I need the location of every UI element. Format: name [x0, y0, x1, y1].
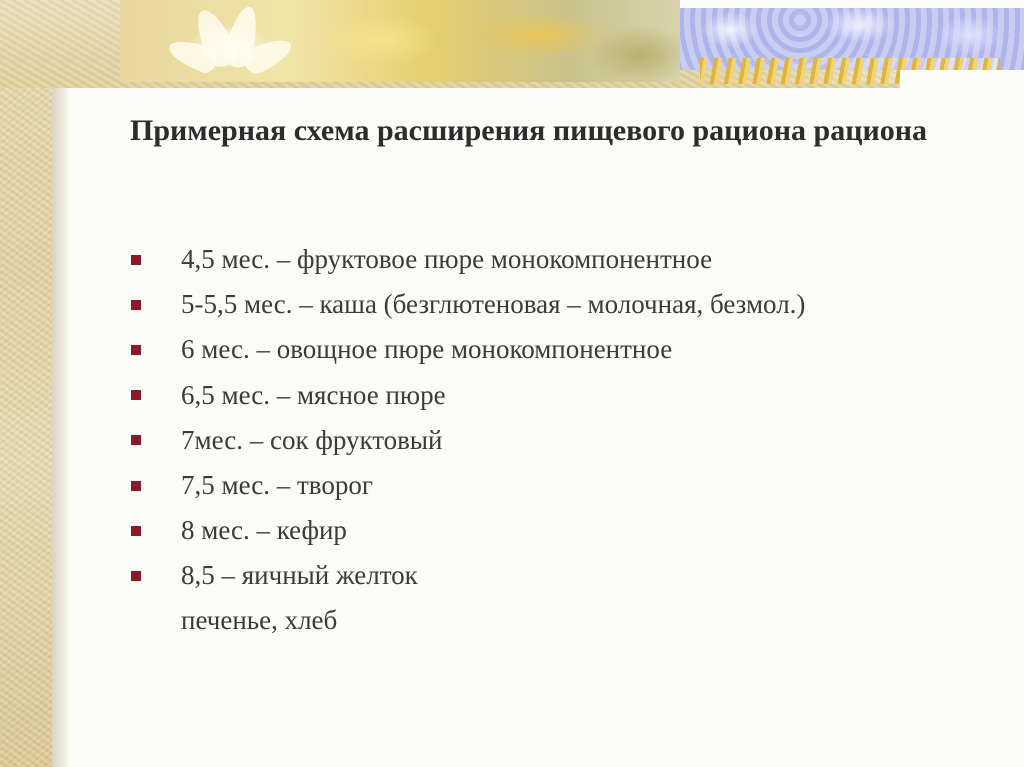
square-bullet-icon — [131, 345, 141, 355]
list-item-text: 7мес. – сок фруктовый — [181, 424, 443, 455]
list-item — [130, 553, 1010, 598]
list-item-text: 5-5,5 мес. – каша (безглютеновая – молочная, безмол.) — [181, 289, 806, 320]
square-bullet-icon — [131, 526, 141, 536]
square-bullet-icon — [131, 300, 141, 310]
list-item — [130, 373, 1010, 418]
list-item — [130, 418, 1010, 463]
banner-fade — [900, 70, 1024, 88]
list-item — [130, 237, 1010, 282]
list-item-text: 6,5 мес. – мясное пюре — [181, 379, 446, 410]
square-bullet-icon — [131, 481, 141, 491]
list-item-text: 6 мес. – овощное пюре монокомпонентное — [181, 334, 673, 365]
square-bullet-icon — [131, 571, 141, 581]
list-item — [130, 463, 1010, 508]
list-item-text: 8 мес. – кефир — [181, 515, 347, 546]
square-bullet-icon — [131, 255, 141, 265]
list-item — [130, 508, 1010, 553]
left-decorative-strip — [0, 0, 52, 767]
list-item-text: 4,5 мес. – фруктовое пюре монокомпонентное — [181, 244, 713, 275]
square-bullet-icon — [131, 390, 141, 400]
slide-title: Примерная схема расширения пищевого рациона рациона — [130, 114, 928, 147]
list-item-text: 8,5 – яичный желток — [181, 560, 418, 591]
square-bullet-icon — [131, 435, 141, 445]
page-sheet-shadow — [52, 85, 70, 767]
list-item-continuation: печенье, хлеб — [181, 605, 338, 635]
banner-top-edge — [680, 0, 1024, 8]
list-item — [130, 327, 1010, 372]
bullet-list — [130, 237, 1010, 599]
list-item-text: 7,5 мес. – творог — [181, 470, 373, 501]
header-decorative-banner — [0, 0, 1024, 88]
list-item — [130, 282, 1010, 327]
banner-flower-image — [120, 0, 680, 82]
